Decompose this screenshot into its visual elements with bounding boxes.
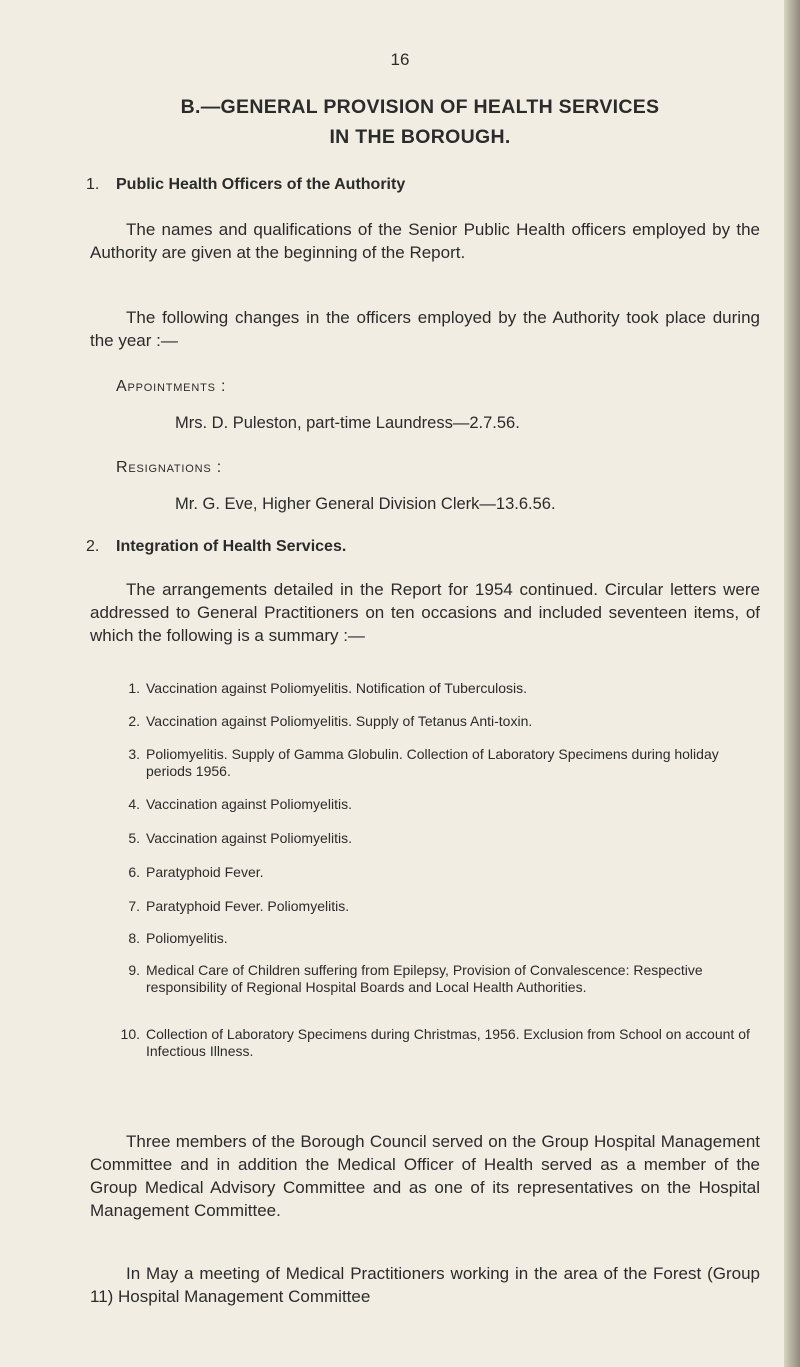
section-2-number: 2. — [86, 538, 100, 555]
section-1-title: Public Health Officers of the Authority — [116, 176, 406, 193]
appointment-entry: Mrs. D. Puleston, part-time Laundress—2.7.56. — [175, 414, 520, 432]
page-edge-shadow — [784, 0, 800, 1367]
resignation-entry: Mr. G. Eve, Higher General Division Clerk—13.6.56. — [175, 495, 556, 513]
section-2-paragraph-1: The arrangements detailed in the Report for 1954 continued. Circular letters were addressed to General Practitioners on ten occasions and included seventeen items, of which the following is a summary :— — [90, 580, 760, 645]
section-1-paragraph-1: The names and qualifications of the Senior Public Health officers employed by the Authority are given at the beginning of the Report. — [90, 220, 760, 262]
title-line-1: B.—GENERAL PROVISION OF HEALTH SERVICES — [180, 96, 660, 118]
section-2-paragraph-3: In May a meeting of Medical Practitioners working in the area of the Forest (Group 11) Hospital Management Committee — [90, 1264, 760, 1306]
page-number: 16 — [390, 50, 410, 69]
section-1-heading — [86, 176, 406, 194]
appointments-label: Appointments : — [116, 378, 227, 395]
section-1-paragraph-2: The following changes in the officers employed by the Authority took place during the year :— — [90, 308, 760, 350]
section-2-title: Integration of Health Services. — [116, 538, 347, 555]
page-title — [100, 92, 740, 152]
resignations-label: Resignations : — [116, 459, 223, 476]
section-2-paragraph-2: Three members of the Borough Council served on the Group Hospital Management Committee and in addition the Medical Officer of Health served as a member of the Group Medical Advisory Committee and as one of its representatives on the Hospital Management Committee. — [90, 1132, 760, 1220]
title-line-2: IN THE BOROUGH. — [329, 126, 511, 148]
document-page: 16 B.—GENERAL PROVISION OF HEALTH SERVICES IN THE BOROUGH. 1. Public Health Officers of the Authority The names and qualifications of the Senior Public Health officers employed by the Authority are given at the beginning of the Report. The following changes in the officers employed by the Authority took place during the year :— Appointments : Mrs. D. Puleston, part-time Laundress—2.7.56. Resignations : Mr. G. Eve, Higher General Division Clerk—13.6.56. 2. Integration of Health Services. The arrangements detailed in the Report for 1954 continued. Circular letters were addressed to General Practitioners on ten occasions and included seventeen items, of which the following is a summary :— 1. Vaccination against Poliomyelitis. Notification of Tuberculosis. 2. Vaccination against Poliomyelitis. Supply of Tetanus Anti-toxin. 3. Poliomyelitis. Supply of Gamma Globulin. Collection of Laboratory Specimens during holiday periods 1956. 4. Vaccination against Poliomyelitis. 5. Vaccination against Poliomyelitis. 6. Paratyphoid Fever. 7. Paratyphoid Fever. Poliomyelitis. 8. Poliomyelitis. 9. Medical Care of Children suffering from Epilepsy, Provision of Convalescence: Respective responsibility of Regional Hospital Boards and Local Health Authorities. 10. Collection of Laboratory Specimens during Christmas, 1956. Exclusion from School on account of Infectious Illness. Three members of the Borough Council served on the Group Hospital Management Committee and in addition the Medical Officer of Health served as a member of the Group Medical Advisory Committee and as one of its representatives on the Hospital Management Committee. In May a meeting of Medical Practitioners working in the area of the Forest (Group 11) Hospital Management Committee — [0, 0, 800, 1367]
section-1-number: 1. — [86, 176, 100, 193]
section-2-heading — [86, 538, 347, 556]
